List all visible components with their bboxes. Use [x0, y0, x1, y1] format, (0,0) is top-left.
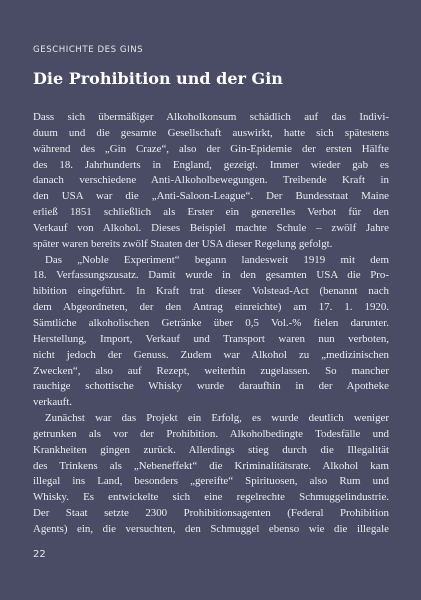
text-line: Verkauf von Alkohol. Dieses Beispiel machte Schule – zwölf Jahre — [33, 221, 389, 234]
text-line: duum und die gesamte Gesellschaft auswirkt, hatte sich spätestens — [33, 126, 389, 139]
text-line: nicht jedoch der Genuss. Zudem war Alkohol zu „medizinischen — [33, 348, 389, 361]
text-line: illegal ins Land, besonders „gereifte“ Spirituosen, also Rum und — [33, 475, 389, 488]
text-line: später waren bereits zwölf Staaten der USA dieser Regelung gefolgt. — [33, 237, 333, 250]
text-line: den USA war die „Anti-Saloon-League“. Der Bundesstaat Maine — [33, 190, 389, 203]
text-line: Zwecken“, also auf Rezept, weiterhin zugelassen. So mancher — [33, 364, 389, 377]
page-number: 22 — [33, 549, 46, 560]
text-line: des Trinkens als „Nebeneffekt“ die Kriminalitätsrate. Alkohol kam — [33, 459, 389, 472]
text-line: rauchige schottische Whisky wurde daraufhin in der Apotheke — [33, 380, 389, 393]
text-line: erließ 1851 schließlich als Erster ein generelles Verbot für den — [33, 206, 389, 219]
text-line: Agents) ein, die versuchten, den Schmuggel ebenso wie die illegale — [33, 522, 389, 535]
text-line: Herstellung, Import, Verkauf und Transport waren nun verboten, — [33, 332, 389, 345]
body-text — [33, 110, 389, 538]
text-line: dem Abgeordneten, der den Antrag einreichte) am 17. 1. 1920. — [33, 301, 389, 314]
text-line: während des „Gin Craze“, also der Gin-Epidemie der ersten Hälfte — [33, 142, 389, 155]
text-line: hibition eingeführt. In Kraft trat dieser Volstead-Act (benannt nach — [33, 285, 389, 298]
text-line: 18. Verfassungszusatz. Damit wurde in den gesamten USA die Pro- — [33, 269, 389, 282]
text-line: Zunächst war das Projekt ein Erfolg, es wurde deutlich weniger — [45, 412, 389, 425]
text-line: danach verschiedene Anti-Alkoholbewegungen. Treibende Kraft in — [33, 174, 389, 187]
text-line: verkauft. — [33, 396, 73, 409]
text-line: Sämtliche alkoholischen Getränke über 0,5 Vol.-% fielen darunter. — [33, 316, 389, 329]
section-label: GESCHICHTE DES GINS — [33, 45, 144, 55]
text-line: Whisky. Es entwickelte sich eine regelrechte Schmuggelindustrie. — [33, 491, 389, 504]
text-line: Dass sich übermäßiger Alkoholkonsum schädlich auf das Indivi- — [33, 111, 389, 123]
chapter-title: Die Prohibition und der Gin — [33, 69, 283, 88]
text-line: getrunken als vor der Prohibition. Alkoholbedingte Todesfälle und — [33, 427, 389, 440]
text-line: des 18. Jahrhunderts in England, gezeigt. Immer wieder gab es — [33, 158, 389, 171]
text-line: Der Staat setzte 2300 Prohibitionsagenten (Federal Prohibition — [33, 507, 389, 520]
text-line: Das „Noble Experiment“ begann landesweit 1919 mit dem — [45, 253, 389, 266]
text-line: Krankheiten gingen zurück. Allerdings stieg durch die Illegalität — [33, 443, 389, 456]
